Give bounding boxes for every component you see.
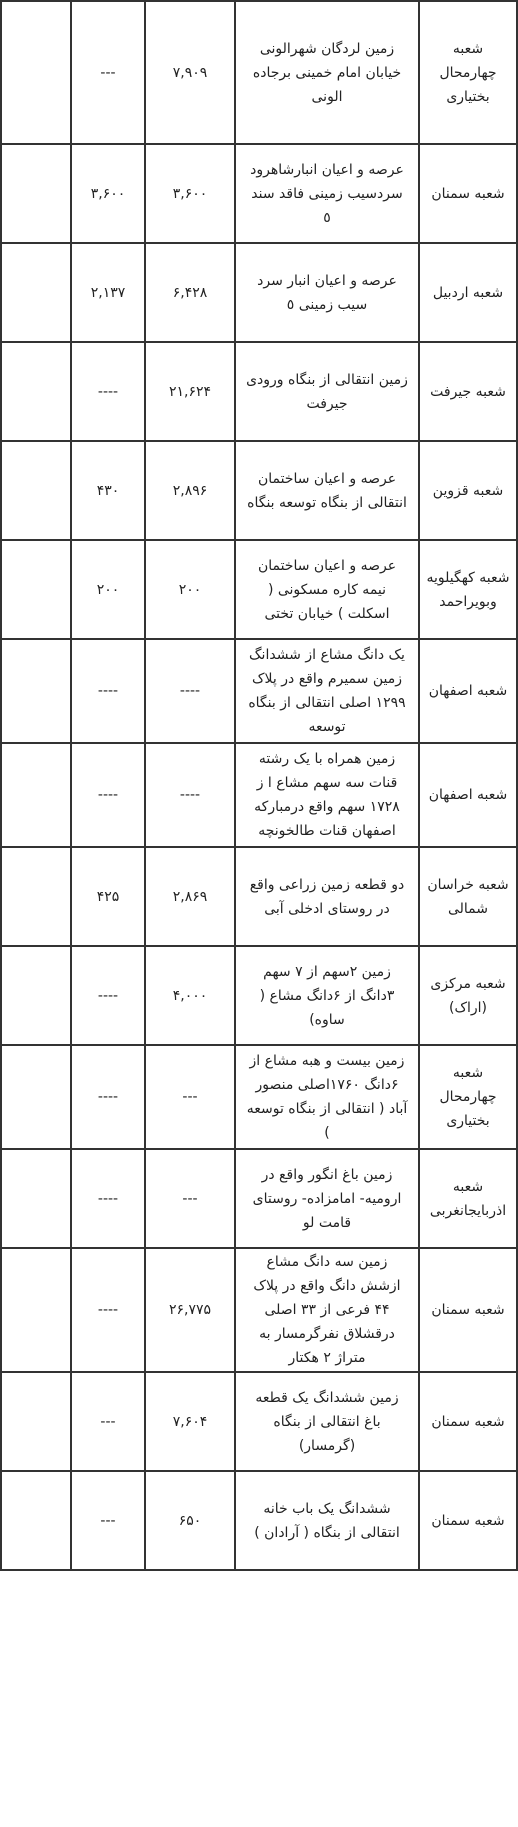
value-cell [1, 1045, 71, 1149]
branch-cell: شعبه اصفهان [419, 639, 517, 743]
value-cell: ۶,۴۲۸ [145, 243, 235, 342]
description-cell: عرصه و اعیان ساختمان نیمه کاره مسکونی ( اسکلت ) خیابان تختی [235, 540, 419, 639]
branch-cell: شعبه اذربایجانغربی [419, 1149, 517, 1248]
value-cell: ۶۵۰ [145, 1471, 235, 1570]
description-cell: زمین باغ انگور واقع در ارومیه- امامزاده- روستای قامت لو [235, 1149, 419, 1248]
description-cell: زمین سه دانگ مشاع ازشش دانگ واقع در پلاک ۴۴ فرعی از ۳۳ اصلی درقشلاق نفرگرمسار به متراژ ۲ هکتار [235, 1248, 419, 1372]
value-cell: ---- [145, 639, 235, 743]
table-row [1, 847, 517, 946]
value-cell: ---- [71, 743, 145, 847]
branch-cell: شعبه سمنان [419, 1248, 517, 1372]
value-cell: ۲,۸۹۶ [145, 441, 235, 540]
value-cell: ---- [71, 639, 145, 743]
branch-cell: شعبه سمنان [419, 1372, 517, 1471]
value-cell [1, 946, 71, 1045]
table-row [1, 1, 517, 144]
table-row [1, 540, 517, 639]
description-cell: زمین بیست و هبه مشاع از ۶دانگ ۱۷۶۰اصلی منصور آباد ( انتقالی از بنگاه توسعه ) [235, 1045, 419, 1149]
value-cell: --- [145, 1149, 235, 1248]
value-cell: ---- [71, 946, 145, 1045]
table-row [1, 1149, 517, 1248]
value-cell: ۷,۹۰۹ [145, 1, 235, 144]
description-cell: زمین ششدانگ یک قطعه باغ انتقالی از بنگاه (گرمسار) [235, 1372, 419, 1471]
value-cell [1, 847, 71, 946]
branch-cell: شعبه چهارمحال بختیاری [419, 1045, 517, 1149]
description-cell: عرصه و اعیان انبارشاهرود سردسیب زمینی فاقد سند ٥ [235, 144, 419, 243]
value-cell: ---- [71, 1045, 145, 1149]
value-cell: ۳,۶۰۰ [71, 144, 145, 243]
value-cell: ۷,۶۰۴ [145, 1372, 235, 1471]
value-cell: ۲,۸۶۹ [145, 847, 235, 946]
table-row [1, 441, 517, 540]
description-cell: ششدانگ یک باب خانه انتقالی از بنگاه ( آرادان ) [235, 1471, 419, 1570]
description-cell: عرصه و اعیان انبار سرد سیب زمینی ٥ [235, 243, 419, 342]
branch-cell: شعبه کهگیلویه وبویراحمد [419, 540, 517, 639]
value-cell: ۴,۰۰۰ [145, 946, 235, 1045]
value-cell [1, 1372, 71, 1471]
value-cell: ۲۱,۶۲۴ [145, 342, 235, 441]
branch-cell: شعبه مرکزی (اراک) [419, 946, 517, 1045]
value-cell: ۲۰۰ [145, 540, 235, 639]
value-cell: ---- [71, 1149, 145, 1248]
value-cell [1, 1149, 71, 1248]
table-row [1, 946, 517, 1045]
table-row [1, 639, 517, 743]
description-cell: یک دانگ مشاع از ششدانگ زمین سمیرم واقع در پلاک ۱۲۹۹ اصلی انتقالی از بنگاه توسعه [235, 639, 419, 743]
value-cell: --- [71, 1372, 145, 1471]
table-row [1, 243, 517, 342]
value-cell [1, 1248, 71, 1372]
table-row [1, 1045, 517, 1149]
value-cell [1, 342, 71, 441]
value-cell [1, 639, 71, 743]
description-cell: عرصه و اعیان ساختمان انتقالی از بنگاه توسعه بنگاه [235, 441, 419, 540]
description-cell: دو قطعه زمین زراعی واقع در روستای ادخلی آبی [235, 847, 419, 946]
value-cell [1, 540, 71, 639]
table-row [1, 1372, 517, 1471]
value-cell: ---- [71, 342, 145, 441]
table-row [1, 743, 517, 847]
description-cell: زمین لردگان شهرالونی خیابان امام خمینی برجاده الونی [235, 1, 419, 144]
value-cell: ---- [71, 1248, 145, 1372]
assets-table-body [1, 1, 517, 1570]
value-cell: --- [71, 1471, 145, 1570]
branch-cell: شعبه جیرفت [419, 342, 517, 441]
value-cell [1, 1, 71, 144]
value-cell: ۲,۱۳۷ [71, 243, 145, 342]
branch-cell: شعبه سمنان [419, 144, 517, 243]
value-cell [1, 144, 71, 243]
branch-cell: شعبه قزوین [419, 441, 517, 540]
value-cell: --- [71, 1, 145, 144]
branch-cell: شعبه سمنان [419, 1471, 517, 1570]
branch-cell: شعبه خراسان شمالی [419, 847, 517, 946]
table-row [1, 144, 517, 243]
branch-cell: شعبه اصفهان [419, 743, 517, 847]
table-row [1, 342, 517, 441]
value-cell: ۴۳۰ [71, 441, 145, 540]
description-cell: زمین ۲سهم از ۷ سهم ۳دانگ از ۶دانگ مشاع ( ساوه) [235, 946, 419, 1045]
table-row [1, 1248, 517, 1372]
value-cell [1, 243, 71, 342]
value-cell [1, 743, 71, 847]
value-cell [1, 441, 71, 540]
branch-cell: شعبه اردبیل [419, 243, 517, 342]
value-cell [1, 1471, 71, 1570]
value-cell: ۲۶,۷۷۵ [145, 1248, 235, 1372]
table-row [1, 1471, 517, 1570]
description-cell: زمین انتقالی از بنگاه ورودی جیرفت [235, 342, 419, 441]
value-cell: ۳,۶۰۰ [145, 144, 235, 243]
value-cell: --- [145, 1045, 235, 1149]
value-cell: ۴۲۵ [71, 847, 145, 946]
value-cell: ---- [145, 743, 235, 847]
value-cell: ۲۰۰ [71, 540, 145, 639]
description-cell: زمین همراه با یک رشته قنات سه سهم مشاع ا ز ۱۷۲۸ سهم واقع درمبارکه اصفهان قنات طالخونچه [235, 743, 419, 847]
branch-cell: شعبه چهارمحال بختیاری [419, 1, 517, 144]
